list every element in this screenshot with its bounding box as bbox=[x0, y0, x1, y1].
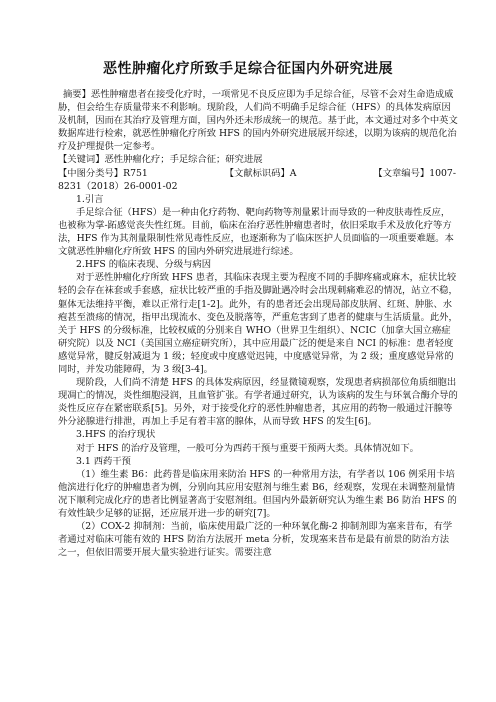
paragraph-clinical-2: 现阶段，人们尚不清楚 HFS 的具体发病原因，经显微镜观察，发现患者病损部位角质细胞出现凋亡的情况，炎性细胞浸润，且血管扩张。有学者通过研究，认为该病的发生与环氧合酶介导的炎性反应存在紧密联系[5]。另外，对于接受化疗的恶性肿瘤患者，其应用的药物一般通过汗腺等外分泌腺进行排泄，再加上手足有着丰富的腺体，从而导致 HFS 的发生[6]。 bbox=[58, 377, 458, 428]
article-title: 恶性肿瘤化疗所致手足综合征国内外研究进展 bbox=[103, 61, 393, 77]
section-heading-clinical: 2.HFS 的临床表现、分级与病因 bbox=[76, 259, 212, 271]
paragraph-intro: 手足综合征（HFS）是一种由化疗药物、靶向药物等剂量累计而导致的一种皮肤毒性反应，也被称为掌-跖感觉丧失性红斑。目前，临床在治疗恶性肿瘤患者时，依旧采取手术及放化疗等方法，HFS 作为其剂量限制性常见毒性反应，也逐渐称为了临床医护人员面临的一项重要难题。本文就恶性肿瘤化疗所致 HFS 的国内外研究进展进行综述。 bbox=[58, 206, 454, 258]
paragraph-cox2: （2）COX-2 抑制剂：当前，临床使用最广泛的一种环氧化酶-2 抑制剂即为塞来昔布，有学者通过对临床可能有效的 HFS 防治方法展开 meta 分析，发现塞来昔布是最有前景的防治方法之一，但依旧需要开展大量实验进行证实。需要注意 bbox=[58, 521, 453, 559]
article-number-rest: 8231（2018）26-0001-02 bbox=[58, 180, 178, 192]
keywords: 【关键词】恶性肿瘤化疗；手足综合征；研究进展 bbox=[58, 154, 263, 166]
paragraph-treatment: 对于 HFS 的治疗及管理，一般可分为西药干预与重要干预两大类。具体情况如下。 bbox=[76, 442, 419, 454]
article-body bbox=[58, 88, 458, 559]
section-heading-treatment: 3.HFS 的治疗现状 bbox=[76, 429, 156, 441]
paragraph-clinical-1: 对于恶性肿瘤化疗所致 HFS 患者，其临床表现主要为程度不同的手脚疼痛或麻木，症状比较轻的会存在袜套或手套感，症状比较严重的手指及脚趾遇冷时会出现刺痛难忍的情况，站立不稳，躯体无法维持平衡，难以正常行走[1-2]。此外，有的患者还会出现局部皮肤屑、红斑、肿胀、水疱甚至溃疡的情况，指甲出现流水、变色及脱落等，严重危害到了患者的健康与生活质量。此外，关于 HFS 的分级标准，比较权威的分别来自 WHO（世界卫生组织）、NCIC（加拿大国立癌症研究院）以及 NCI（美国国立癌症研究所），其中应用最广泛的便是来自 NCI 的标准：患者轻度感觉异常，腱反射减退为 1 级；轻度或中度感觉迟钝，中度感觉异常，为 2 级；重度感觉异常的同时，并发功能障碍，为 3 级[3-4]。 bbox=[58, 272, 458, 375]
section-heading-western: 3.1 西药干预 bbox=[76, 455, 131, 467]
article-number-prefix: 【文章编号】1007- bbox=[373, 167, 456, 179]
paragraph-vitamin-b6: （1）维生素 B6：此药普是临床用来防治 HFS 的一种常用方法，有学者以 106 例采用卡培他滨进行化疗的肿瘤患者为例，分别向其应用安慰剂与维生素 B6，经观察，发现在未调整剂量情况下顺利完成化疗的患者比例显著高于安慰剂组。但国内外最新研究认为维生素 B6 防治 HFS 的有效性缺少足够的证据，还应展开进一步的研究[7]。 bbox=[58, 468, 457, 519]
document-code: 【文献标识码】A bbox=[224, 167, 297, 179]
classification-line bbox=[58, 167, 458, 180]
clc-number: 【中图分类号】R751 bbox=[58, 167, 148, 179]
section-heading-intro: 1.引言 bbox=[76, 193, 104, 205]
abstract: 摘要】恶性肿瘤患者在接受化疗时，一项常见不良反应即为手足综合征，尽管不会对生命造成威胁，但会给生存质量带来不利影响。现阶段，人们尚不明确手足综合征（HFS）的具体发病原因及机制，因而在其治疗及管理方面，国内外还未形成统一的规范。基于此，本文通过对多个中英文数据库进行检索，就恶性肿瘤化疗所致 HFS 的国内外研究进展展开综述，以期为该病的规范化治疗及护理提供一定参考。 bbox=[58, 89, 458, 153]
